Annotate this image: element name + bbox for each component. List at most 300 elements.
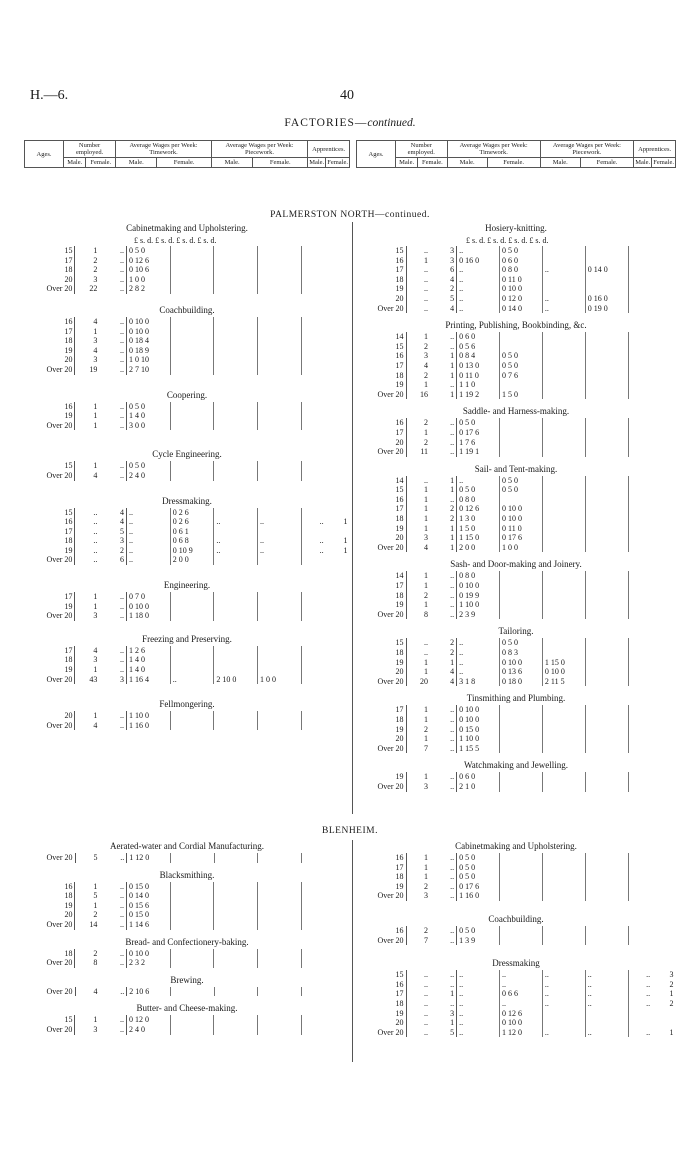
- value-cell: [585, 476, 628, 486]
- value-cell: ..: [457, 970, 500, 980]
- section-sail: [356, 463, 676, 553]
- table-row: [356, 648, 676, 658]
- value-cell: [301, 882, 325, 892]
- value-cell: 1: [93, 420, 98, 430]
- col-male: Male.: [309, 159, 325, 167]
- value-cell: ..: [585, 999, 628, 1009]
- table-row: [356, 725, 676, 735]
- value-cell: 0 15 0: [127, 910, 171, 920]
- column-header-left: [24, 140, 350, 168]
- value-cell: ..: [430, 342, 457, 352]
- value-cell: [500, 428, 543, 438]
- value-cell: 1: [424, 581, 429, 591]
- value-cell: ..: [457, 658, 500, 668]
- value-cell: 2: [93, 265, 98, 275]
- table-row: [356, 361, 676, 371]
- value-cell: 0 12 6: [457, 504, 500, 514]
- value-cell: [542, 863, 585, 873]
- value-cell: ..: [99, 646, 126, 656]
- col-female: Female.: [487, 158, 540, 168]
- value-cell: [500, 725, 543, 735]
- value-cell: 3: [93, 274, 98, 284]
- value-cell: 0 14 0: [127, 891, 171, 901]
- value-cell: [652, 1018, 675, 1028]
- value-cell: 2: [669, 979, 674, 989]
- value-cell: ..: [430, 891, 457, 901]
- value-cell: [214, 284, 258, 294]
- value-cell: 0 8 3: [500, 648, 543, 658]
- value-cell: [652, 638, 675, 648]
- value-cell: [628, 600, 652, 610]
- table-row: [24, 546, 350, 556]
- section-title: Bread- and Confectionery-baking.: [125, 936, 249, 947]
- age-cell: 19: [24, 546, 75, 556]
- value-cell: [542, 524, 585, 534]
- table-row: [24, 853, 350, 863]
- age-cell: 14: [356, 332, 406, 342]
- value-cell: [628, 591, 652, 601]
- value-cell: 3: [93, 1024, 98, 1034]
- value-cell: [585, 658, 628, 668]
- value-cell: [652, 533, 675, 543]
- value-cell: 1 0 0: [127, 275, 171, 285]
- value-cell: [214, 602, 258, 612]
- value-cell: 0 8 4: [457, 351, 500, 361]
- value-cell: [652, 265, 675, 275]
- value-cell: [326, 421, 350, 431]
- age-cell: Over 20: [356, 677, 406, 687]
- value-cell: [585, 284, 628, 294]
- value-cell: 1 4 0: [127, 665, 171, 675]
- value-cell: 0 6 6: [500, 989, 543, 999]
- value-cell: 1: [93, 711, 98, 721]
- table-row: [24, 336, 350, 346]
- value-cell: [628, 533, 652, 543]
- value-cell: ..: [424, 1008, 429, 1018]
- col-male: Male.: [396, 158, 418, 168]
- value-cell: [326, 721, 350, 731]
- section-title: Saddle- and Harness-making.: [462, 406, 570, 417]
- value-cell: [628, 872, 652, 882]
- value-cell: [301, 655, 325, 665]
- value-cell: ..: [424, 998, 429, 1008]
- column-divider: [352, 222, 353, 814]
- value-cell: 0 5 0: [500, 361, 543, 371]
- age-cell: 19: [356, 524, 406, 534]
- value-cell: 1 10 0: [127, 711, 171, 721]
- age-cell: 19: [24, 665, 75, 675]
- value-cell: 0 11 0: [500, 275, 543, 285]
- age-cell: 20: [356, 294, 406, 304]
- table-row: [24, 592, 350, 602]
- value-cell: [301, 284, 325, 294]
- col-male: Male.: [635, 159, 651, 167]
- data-table: [356, 705, 676, 753]
- value-cell: [628, 514, 652, 524]
- value-cell: ..: [430, 581, 457, 591]
- age-cell: 19: [24, 602, 75, 612]
- value-cell: [652, 485, 675, 495]
- table-row: [24, 275, 350, 285]
- age-cell: 16: [356, 256, 406, 266]
- value-cell: ..: [500, 970, 543, 980]
- value-cell: ..: [99, 355, 126, 365]
- value-cell: 1 18 0: [127, 611, 171, 621]
- value-cell: 0 10 0: [457, 715, 500, 725]
- table-row: [24, 471, 350, 481]
- table-row: [24, 355, 350, 365]
- value-cell: 1 10 0: [457, 734, 500, 744]
- data-table: [24, 461, 350, 480]
- value-cell: 1: [424, 853, 429, 862]
- age-cell: 18: [24, 536, 75, 546]
- value-cell: [326, 655, 350, 665]
- value-cell: [652, 725, 675, 735]
- value-cell: ..: [99, 461, 126, 471]
- value-cell: 20: [420, 676, 429, 686]
- value-cell: [258, 987, 302, 997]
- value-cell: [301, 949, 325, 959]
- value-cell: ..: [457, 1018, 500, 1028]
- value-cell: [585, 610, 628, 620]
- value-cell: 0 16 0: [457, 256, 500, 266]
- value-cell: 4: [93, 720, 98, 730]
- value-cell: [542, 495, 585, 505]
- age-cell: 19: [356, 1009, 406, 1019]
- table-row: [24, 1015, 350, 1025]
- value-cell: [585, 514, 628, 524]
- value-cell: [628, 390, 652, 400]
- table-row: [24, 402, 350, 412]
- value-cell: 1: [93, 401, 98, 411]
- value-cell: [500, 891, 543, 901]
- value-cell: 0 10 0: [457, 581, 500, 591]
- value-cell: [214, 365, 258, 375]
- value-cell: 1 4 0: [127, 655, 171, 665]
- value-cell: [214, 949, 258, 959]
- value-cell: [326, 602, 350, 612]
- table-row: [24, 949, 350, 959]
- value-cell: 0 5 0: [127, 461, 171, 471]
- value-cell: [258, 611, 302, 621]
- value-cell: 1: [430, 485, 457, 495]
- value-cell: 2: [99, 546, 126, 556]
- value-cell: ..: [319, 517, 324, 527]
- value-cell: [652, 853, 675, 863]
- value-cell: 0 8 0: [500, 265, 543, 275]
- value-cell: 0 10 0: [542, 667, 585, 677]
- value-cell: ..: [100, 853, 127, 863]
- value-cell: [652, 304, 675, 314]
- table-row: [356, 581, 676, 591]
- value-cell: 0 10 0: [500, 284, 543, 294]
- col-male: Male.: [64, 158, 86, 168]
- value-cell: 0 18 9: [127, 346, 171, 356]
- value-cell: [326, 711, 350, 721]
- table-row: [356, 863, 676, 873]
- value-cell: [170, 646, 214, 656]
- value-cell: 0 6 1: [170, 527, 214, 537]
- value-cell: 1: [424, 514, 429, 524]
- age-cell: 18: [356, 275, 406, 285]
- value-cell: [214, 901, 258, 911]
- table-row: [24, 284, 350, 294]
- section-cycle: [24, 448, 350, 480]
- value-cell: [258, 402, 302, 412]
- section-cooper: [24, 389, 350, 431]
- value-cell: [652, 332, 675, 342]
- value-cell: [326, 461, 350, 471]
- value-cell: 0 10 0: [127, 317, 171, 327]
- data-table: [356, 332, 676, 399]
- value-cell: [652, 361, 675, 371]
- value-cell: ..: [100, 987, 127, 997]
- value-cell: [585, 581, 628, 591]
- table-row: [356, 524, 676, 534]
- value-cell: [500, 495, 543, 505]
- value-cell: 1 19 1: [457, 447, 500, 457]
- table-row: [356, 936, 676, 946]
- value-cell: 0 5 0: [500, 351, 543, 361]
- table-row: [356, 495, 676, 505]
- value-cell: ..: [99, 365, 126, 375]
- value-cell: [301, 527, 325, 537]
- value-cell: 0 6 0: [457, 772, 500, 782]
- value-cell: [258, 411, 302, 421]
- value-cell: [500, 571, 543, 581]
- value-cell: 4: [93, 345, 98, 355]
- value-cell: 0 10 0: [457, 705, 500, 715]
- value-cell: [500, 936, 543, 946]
- value-cell: 1: [93, 665, 98, 675]
- value-cell: [500, 872, 543, 882]
- value-cell: [258, 471, 302, 481]
- table-row: [24, 987, 350, 997]
- value-cell: 4: [430, 304, 457, 314]
- age-cell: 15: [24, 1015, 75, 1025]
- value-cell: [542, 447, 585, 457]
- value-cell: 2 1 0: [457, 782, 500, 792]
- age-cell: 17: [356, 428, 406, 438]
- section-bcoach: [356, 913, 676, 945]
- region-blenheim: BLENHEIM.: [322, 826, 378, 836]
- value-cell: [301, 555, 325, 565]
- value-cell: 14: [89, 919, 98, 929]
- value-cell: [258, 508, 302, 518]
- age-cell: 20: [356, 667, 406, 677]
- value-cell: 1 4 0: [127, 411, 171, 421]
- value-cell: [628, 275, 652, 285]
- age-cell: Over 20: [24, 721, 75, 731]
- value-cell: ..: [430, 926, 457, 936]
- value-cell: [214, 665, 258, 675]
- value-cell: 1: [93, 461, 98, 471]
- age-cell: Over 20: [356, 304, 406, 314]
- value-cell: 0 5 0: [457, 418, 500, 428]
- col-female: Female.: [86, 158, 116, 168]
- value-cell: 1 0 0: [500, 543, 543, 553]
- value-cell: [628, 734, 652, 744]
- value-cell: ..: [99, 246, 126, 256]
- section-title: Cabinetmaking and Upholstering.: [455, 841, 577, 851]
- value-cell: [542, 610, 585, 620]
- value-cell: ..: [424, 979, 429, 989]
- value-cell: [258, 646, 302, 656]
- value-cell: ..: [93, 517, 98, 527]
- value-cell: [585, 782, 628, 792]
- value-cell: 2: [424, 437, 429, 447]
- value-cell: [542, 882, 585, 892]
- col-time: Average Wages per Week: Timework.: [116, 141, 212, 158]
- value-cell: [542, 504, 585, 514]
- column-divider: [352, 840, 353, 1062]
- value-cell: ..: [457, 1009, 500, 1019]
- value-cell: [628, 246, 652, 256]
- value-cell: [258, 602, 302, 612]
- value-cell: [170, 910, 214, 920]
- table-row: [24, 461, 350, 471]
- value-cell: ..: [542, 304, 585, 314]
- value-cell: [542, 936, 585, 946]
- value-cell: 0 10 0: [127, 327, 171, 337]
- value-cell: 6: [430, 265, 457, 275]
- value-cell: 1 10 0: [457, 600, 500, 610]
- age-cell: 16: [356, 926, 406, 936]
- col-piece: Average Wages per Week: Piecework.: [211, 141, 307, 158]
- data-table: [356, 418, 676, 456]
- value-cell: ..: [99, 920, 126, 930]
- region-palmerston-north: PALMERSTON NORTH—continued.: [270, 210, 430, 220]
- table-row: [356, 246, 676, 256]
- table-row: [356, 715, 676, 725]
- value-cell: [326, 256, 350, 266]
- section-title: Brewing.: [170, 974, 204, 985]
- value-cell: ..: [93, 536, 98, 546]
- section-title: Cycle Engineering.: [152, 449, 222, 460]
- value-cell: ..: [99, 949, 126, 959]
- col-apprentices: Apprentices.: [634, 141, 676, 158]
- value-cell: [258, 665, 302, 675]
- value-cell: [214, 711, 258, 721]
- value-cell: [542, 725, 585, 735]
- left-column-palmerston: [24, 222, 350, 730]
- value-cell: [170, 891, 214, 901]
- age-cell: 16: [24, 317, 75, 327]
- age-cell: 14: [356, 571, 406, 581]
- value-cell: 22: [89, 284, 98, 294]
- age-cell: 19: [24, 901, 75, 911]
- value-cell: 0 15 0: [127, 882, 171, 892]
- value-cell: ..: [457, 999, 500, 1009]
- value-cell: [214, 555, 258, 565]
- value-cell: [628, 284, 652, 294]
- section-print: [356, 319, 676, 399]
- table-row: [356, 882, 676, 892]
- value-cell: ..: [430, 571, 457, 581]
- table-row: [356, 294, 676, 304]
- value-cell: [301, 901, 325, 911]
- value-cell: 16: [420, 389, 429, 399]
- value-cell: 3: [93, 355, 98, 365]
- value-cell: [500, 705, 543, 715]
- value-cell: [301, 265, 325, 275]
- value-cell: ..: [542, 1028, 585, 1038]
- value-cell: [170, 317, 214, 327]
- age-cell: 19: [24, 346, 75, 356]
- value-cell: ..: [457, 246, 500, 256]
- col-ages: Ages.: [25, 141, 64, 168]
- value-cell: [214, 256, 258, 266]
- value-cell: [258, 958, 302, 968]
- value-cell: 1 5 0: [457, 524, 500, 534]
- data-table: [356, 246, 676, 313]
- age-cell: 18: [356, 514, 406, 524]
- value-cell: [301, 246, 325, 256]
- value-cell: 0 7 6: [500, 371, 543, 381]
- value-cell: 3: [424, 351, 429, 361]
- value-cell: ..: [99, 346, 126, 356]
- table-row: [356, 772, 676, 782]
- value-cell: [542, 600, 585, 610]
- value-cell: [585, 936, 628, 946]
- value-cell: ..: [430, 380, 457, 390]
- age-cell: 19: [356, 772, 406, 782]
- section-title: Butter- and Cheese-making.: [136, 1003, 238, 1014]
- value-cell: [170, 471, 214, 481]
- age-cell: 16: [24, 882, 75, 892]
- value-cell: 2: [424, 341, 429, 351]
- age-cell: 17: [356, 863, 406, 873]
- col-number: Number employed.: [64, 141, 116, 158]
- value-cell: [170, 920, 214, 930]
- section-title: Watchmaking and Jewelling.: [464, 760, 568, 771]
- value-cell: 0 5 0: [457, 926, 500, 936]
- value-cell: [326, 284, 350, 294]
- value-cell: [500, 744, 543, 754]
- section-title: Tinsmithing and Plumbing.: [466, 693, 566, 704]
- section-brew: [24, 974, 350, 997]
- value-cell: ..: [127, 517, 171, 527]
- value-cell: [652, 418, 675, 428]
- value-cell: [542, 533, 585, 543]
- age-cell: 18: [24, 891, 75, 901]
- value-cell: [628, 438, 652, 448]
- value-cell: ..: [127, 555, 171, 565]
- value-cell: [542, 428, 585, 438]
- age-cell: Over 20: [24, 471, 75, 481]
- value-cell: [500, 581, 543, 591]
- value-cell: 2 8 2: [127, 284, 171, 294]
- section-title: Blacksmithing.: [159, 869, 215, 880]
- value-cell: 0 16 0: [585, 294, 628, 304]
- value-cell: [652, 863, 675, 873]
- value-cell: 0 5 0: [500, 638, 543, 648]
- value-cell: [301, 317, 325, 327]
- value-cell: [258, 901, 302, 911]
- value-cell: 2: [430, 514, 457, 524]
- value-cell: [628, 524, 652, 534]
- table-row: [356, 782, 676, 792]
- value-cell: ..: [424, 303, 429, 313]
- age-cell: 16: [24, 517, 75, 527]
- data-table: [356, 853, 676, 901]
- value-cell: [542, 361, 585, 371]
- value-cell: [258, 1025, 302, 1035]
- age-cell: 18: [356, 715, 406, 725]
- value-cell: [326, 592, 350, 602]
- section-saddle: [356, 405, 676, 456]
- value-cell: [500, 734, 543, 744]
